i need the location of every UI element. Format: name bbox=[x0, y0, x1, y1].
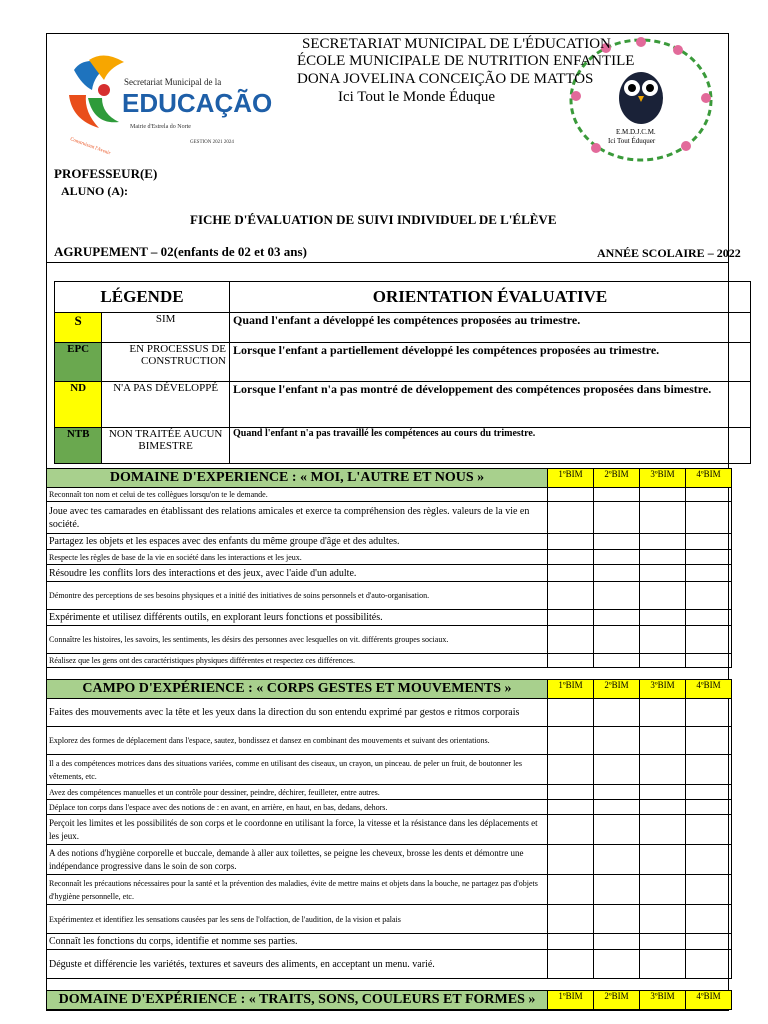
grade-cell[interactable] bbox=[548, 815, 594, 845]
header-divider bbox=[46, 262, 729, 263]
legend-desc-ntb: Quand l'enfant n'a pas travaillé les compétences au cours du trimestre. bbox=[230, 428, 751, 464]
grade-cell[interactable] bbox=[640, 550, 686, 565]
legend-label-epc: EN PROCESSUS DE CONSTRUCTION bbox=[102, 343, 230, 382]
legend-label-ntb: NON TRAITÉE AUCUN BIMESTRE bbox=[102, 428, 230, 464]
grade-cell[interactable] bbox=[686, 785, 732, 800]
school-line-3: DONA JOVELINA CONCEIÇÃO DE MATTOS bbox=[297, 71, 594, 87]
grade-cell[interactable] bbox=[594, 699, 640, 727]
bim-header-4: 4ºBIM bbox=[686, 991, 732, 1010]
grade-cell[interactable] bbox=[548, 534, 594, 550]
grade-cell[interactable] bbox=[548, 785, 594, 800]
grade-cell[interactable] bbox=[640, 610, 686, 626]
competence-row: Connaît les fonctions du corps, identifie et nomme ses parties. bbox=[47, 934, 548, 950]
competence-row: Il a des compétences motrices dans des situations variées, comme en utilisant des ciseaux, un crayon, un pinceau. de peler un fruit, de boutonner les vêtements, etc. bbox=[47, 755, 548, 785]
grade-cell[interactable] bbox=[594, 534, 640, 550]
competence-row: Résoudre les conflits lors des interactions et des jeux, avec l'aide d'un adulte. bbox=[47, 565, 548, 582]
grade-cell[interactable] bbox=[594, 582, 640, 610]
grade-cell[interactable] bbox=[686, 534, 732, 550]
grade-cell[interactable] bbox=[686, 488, 732, 502]
section-moi-autre-nous bbox=[46, 468, 732, 668]
competence-row: Démontre des perceptions de ses besoins physiques et a initié des initiatives de soins personnels et d'auto-organisation. bbox=[47, 582, 548, 610]
legend-code-epc: EPC bbox=[55, 343, 102, 382]
grade-cell[interactable] bbox=[686, 934, 732, 950]
grade-cell[interactable] bbox=[548, 626, 594, 654]
bim-header-4: 4ºBIM bbox=[686, 469, 732, 488]
grade-cell[interactable] bbox=[686, 654, 732, 668]
section-title: DOMAINE D'EXPÉRIENCE : « TRAITS, SONS, COULEURS ET FORMES » bbox=[47, 991, 548, 1010]
grade-cell[interactable] bbox=[548, 699, 594, 727]
bim-header-3: 3ºBIM bbox=[640, 469, 686, 488]
grade-cell[interactable] bbox=[686, 565, 732, 582]
grade-cell[interactable] bbox=[686, 905, 732, 934]
section-title: CAMPO D'EXPÉRIENCE : « CORPS GESTES ET MOUVEMENTS » bbox=[47, 680, 548, 699]
aluno-label: ALUNO (A): bbox=[61, 184, 128, 198]
competence-row: Partagez les objets et les espaces avec des enfants du même groupe d'âge et des adultes. bbox=[47, 534, 548, 550]
grade-cell[interactable] bbox=[640, 905, 686, 934]
bim-header-1: 1ºBIM bbox=[548, 991, 594, 1010]
grade-cell[interactable] bbox=[594, 727, 640, 755]
grade-cell[interactable] bbox=[594, 950, 640, 979]
legend-desc-epc: Lorsque l'enfant a partiellement développé les compétences proposées au trimestre. bbox=[230, 343, 751, 382]
grade-cell[interactable] bbox=[594, 800, 640, 815]
grade-cell[interactable] bbox=[640, 654, 686, 668]
competence-row: Connaître les histoires, les savoirs, les sentiments, les désirs des personnes avec lesquelles on vit. différents groupes sociaux. bbox=[47, 626, 548, 654]
legend-desc-s: Quand l'enfant a développé les compétences proposées au trimestre. bbox=[230, 313, 751, 343]
bim-header-2: 2ºBIM bbox=[594, 991, 640, 1010]
grade-cell[interactable] bbox=[640, 950, 686, 979]
grade-cell[interactable] bbox=[686, 727, 732, 755]
grade-cell[interactable] bbox=[594, 905, 640, 934]
grade-cell[interactable] bbox=[640, 488, 686, 502]
grade-cell[interactable] bbox=[594, 565, 640, 582]
bim-header-1: 1ºBIM bbox=[548, 469, 594, 488]
grade-cell[interactable] bbox=[548, 934, 594, 950]
grade-cell[interactable] bbox=[686, 626, 732, 654]
education-logo bbox=[64, 50, 273, 157]
competence-row: Avez des compétences manuelles et un contrôle pour dessiner, peindre, déchirer, feuilleter, entre autres. bbox=[47, 785, 548, 800]
legend-table bbox=[54, 281, 751, 464]
grade-cell[interactable] bbox=[548, 727, 594, 755]
competence-row: Perçoit les limites et les possibilités de son corps et le coordonne en utilisant la force, la vitesse et la résistance dans les déplacements et les jeux. bbox=[47, 815, 548, 845]
grade-cell[interactable] bbox=[548, 654, 594, 668]
grade-cell[interactable] bbox=[640, 727, 686, 755]
logo-arc-text: Construisant l'Avenir bbox=[69, 137, 111, 157]
grade-cell[interactable] bbox=[548, 488, 594, 502]
grade-cell[interactable] bbox=[686, 582, 732, 610]
grade-cell[interactable] bbox=[686, 699, 732, 727]
competence-row: Expérimente et utilisez différents outils, en explorant leurs fonctions et possibilités. bbox=[47, 610, 548, 626]
bim-header-1: 1ºBIM bbox=[548, 680, 594, 699]
orientation-head: ORIENTATION ÉVALUATIVE bbox=[230, 282, 751, 313]
grade-cell[interactable] bbox=[686, 815, 732, 845]
grade-cell[interactable] bbox=[686, 755, 732, 785]
grade-cell[interactable] bbox=[594, 550, 640, 565]
grade-cell[interactable] bbox=[686, 875, 732, 905]
grade-cell[interactable] bbox=[594, 815, 640, 845]
grade-cell[interactable] bbox=[640, 845, 686, 875]
logo-gestion-text: GESTION 2021 2024 bbox=[190, 140, 234, 145]
grade-cell[interactable] bbox=[594, 654, 640, 668]
competence-row: Respecte les règles de base de la vie en société dans les interactions et les jeux. bbox=[47, 550, 548, 565]
logo-secretariat-text: Secretariat Municipal de la bbox=[124, 77, 222, 87]
grade-cell[interactable] bbox=[640, 800, 686, 815]
grade-cell[interactable] bbox=[594, 875, 640, 905]
grade-cell[interactable] bbox=[594, 488, 640, 502]
competence-row: Déguste et différencie les variétés, textures et saveurs des aliments, en acceptant un menu. varié. bbox=[47, 950, 548, 979]
grade-cell[interactable] bbox=[640, 626, 686, 654]
competence-row: Explorez des formes de déplacement dans l'espace, sautez, bondissez et dansez en combinant des mouvements et suivant des orientations. bbox=[47, 727, 548, 755]
school-motto: Ici Tout le Monde Éduque bbox=[338, 89, 495, 105]
legend-desc-nd: Lorsque l'enfant n'a pas montré de développement des compétences proposées dans bimestre. bbox=[230, 382, 751, 428]
grade-cell[interactable] bbox=[548, 800, 594, 815]
competence-row: Reconnaît ton nom et celui de tes collègues lorsqu'on te le demande. bbox=[47, 488, 548, 502]
grade-cell[interactable] bbox=[640, 565, 686, 582]
competence-row: Déplace ton corps dans l'espace avec des notions de : en avant, en arrière, en haut, en bas, dedans, dehors. bbox=[47, 800, 548, 815]
professeur-label: PROFESSEUR(E) bbox=[54, 166, 158, 181]
grade-cell[interactable] bbox=[548, 582, 594, 610]
legend-label-nd: N'A PAS DÉVELOPPÉ bbox=[102, 382, 230, 428]
competence-row: Joue avec tes camarades en établissant des relations amicales et exerce ta compréhension des règles. valeurs de la vie en société. bbox=[47, 502, 548, 534]
grade-cell[interactable] bbox=[594, 755, 640, 785]
grade-cell[interactable] bbox=[640, 815, 686, 845]
grade-cell[interactable] bbox=[686, 502, 732, 534]
grade-cell[interactable] bbox=[548, 905, 594, 934]
grade-cell[interactable] bbox=[548, 755, 594, 785]
grade-cell[interactable] bbox=[548, 950, 594, 979]
bim-header-2: 2ºBIM bbox=[594, 469, 640, 488]
competence-row: Réalisez que les gens ont des caractéristiques physiques différentes et respectez ces différences. bbox=[47, 654, 548, 668]
grade-cell[interactable] bbox=[640, 934, 686, 950]
grade-cell[interactable] bbox=[594, 845, 640, 875]
grade-cell[interactable] bbox=[548, 550, 594, 565]
grade-cell[interactable] bbox=[686, 950, 732, 979]
bim-header-3: 3ºBIM bbox=[640, 991, 686, 1010]
competence-row: Expérimentez et identifiez les sensations causées par les sens de l'olfaction, de l'audition, de la vision et palais bbox=[47, 905, 548, 934]
grade-cell[interactable] bbox=[594, 785, 640, 800]
grade-cell[interactable] bbox=[640, 785, 686, 800]
logo-mairie-text: Mairie d'Estrela do Norte bbox=[130, 124, 191, 130]
bim-header-4: 4ºBIM bbox=[686, 680, 732, 699]
grade-cell[interactable] bbox=[640, 699, 686, 727]
grade-cell[interactable] bbox=[594, 626, 640, 654]
school-line-2: ÉCOLE MUNICIPALE DE NUTRITION ENFANTILE bbox=[297, 53, 635, 69]
grade-cell[interactable] bbox=[686, 610, 732, 626]
grade-cell[interactable] bbox=[686, 845, 732, 875]
form-title: FICHE D'ÉVALUATION DE SUIVI INDIVIDUEL DE L'ÉLÈVE bbox=[190, 212, 557, 227]
grade-cell[interactable] bbox=[640, 502, 686, 534]
legend-code-nd: ND bbox=[55, 382, 102, 428]
grade-cell[interactable] bbox=[594, 934, 640, 950]
section-title: DOMAINE D'EXPERIENCE : « MOI, L'AUTRE ET NOUS » bbox=[47, 469, 548, 488]
agrupement-label: AGRUPEMENT – 02(enfants de 02 et 03 ans) bbox=[54, 244, 307, 259]
grade-cell[interactable] bbox=[640, 875, 686, 905]
section-corps-gestes-mouvements bbox=[46, 679, 732, 979]
school-line-1: SECRETARIAT MUNICIPAL DE L'ÉDUCATION bbox=[302, 36, 611, 52]
grade-cell[interactable] bbox=[686, 550, 732, 565]
bim-header-2: 2ºBIM bbox=[594, 680, 640, 699]
grade-cell[interactable] bbox=[594, 502, 640, 534]
grade-cell[interactable] bbox=[548, 565, 594, 582]
grade-cell[interactable] bbox=[548, 845, 594, 875]
grade-cell[interactable] bbox=[548, 502, 594, 534]
grade-cell[interactable] bbox=[640, 755, 686, 785]
competence-row: Reconnaît les précautions nécessaires pour la santé et la prévention des maladies, évite de mettre mains et objets dans la bouche, ne partagez pas d'objets d'hygiène personnelle, etc. bbox=[47, 875, 548, 905]
annee-scolaire-label: ANNÉE SCOLAIRE – 2022 bbox=[597, 246, 741, 260]
owl-logo-motto: Ici Tout Éduquer bbox=[608, 137, 656, 145]
bim-header-3: 3ºBIM bbox=[640, 680, 686, 699]
legend-code-ntb: NTB bbox=[55, 428, 102, 464]
grade-cell[interactable] bbox=[686, 800, 732, 815]
legend-head: LÉGENDE bbox=[55, 282, 230, 313]
grade-cell[interactable] bbox=[640, 534, 686, 550]
grade-cell[interactable] bbox=[548, 610, 594, 626]
competence-row: A des notions d'hygiène corporelle et buccale, demande à aller aux toilettes, se peigne les cheveux, brosse les dents et démontre une indépendance progressive dans le soin de son corps. bbox=[47, 845, 548, 875]
legend-label-s: SIM bbox=[102, 313, 230, 343]
logo-education-text: EDUCAÇÃO bbox=[122, 88, 273, 118]
grade-cell[interactable] bbox=[640, 582, 686, 610]
owl-logo-abbr: E.M.D.J.C.M. bbox=[616, 128, 656, 136]
competence-row: Faites des mouvements avec la tête et les yeux dans la direction du son entendu exprimé par gestos e ritmos corporais bbox=[47, 699, 548, 727]
grade-cell[interactable] bbox=[548, 875, 594, 905]
grade-cell[interactable] bbox=[594, 610, 640, 626]
section-traits-sons-couleurs bbox=[46, 990, 732, 1010]
legend-code-s: S bbox=[55, 313, 102, 343]
